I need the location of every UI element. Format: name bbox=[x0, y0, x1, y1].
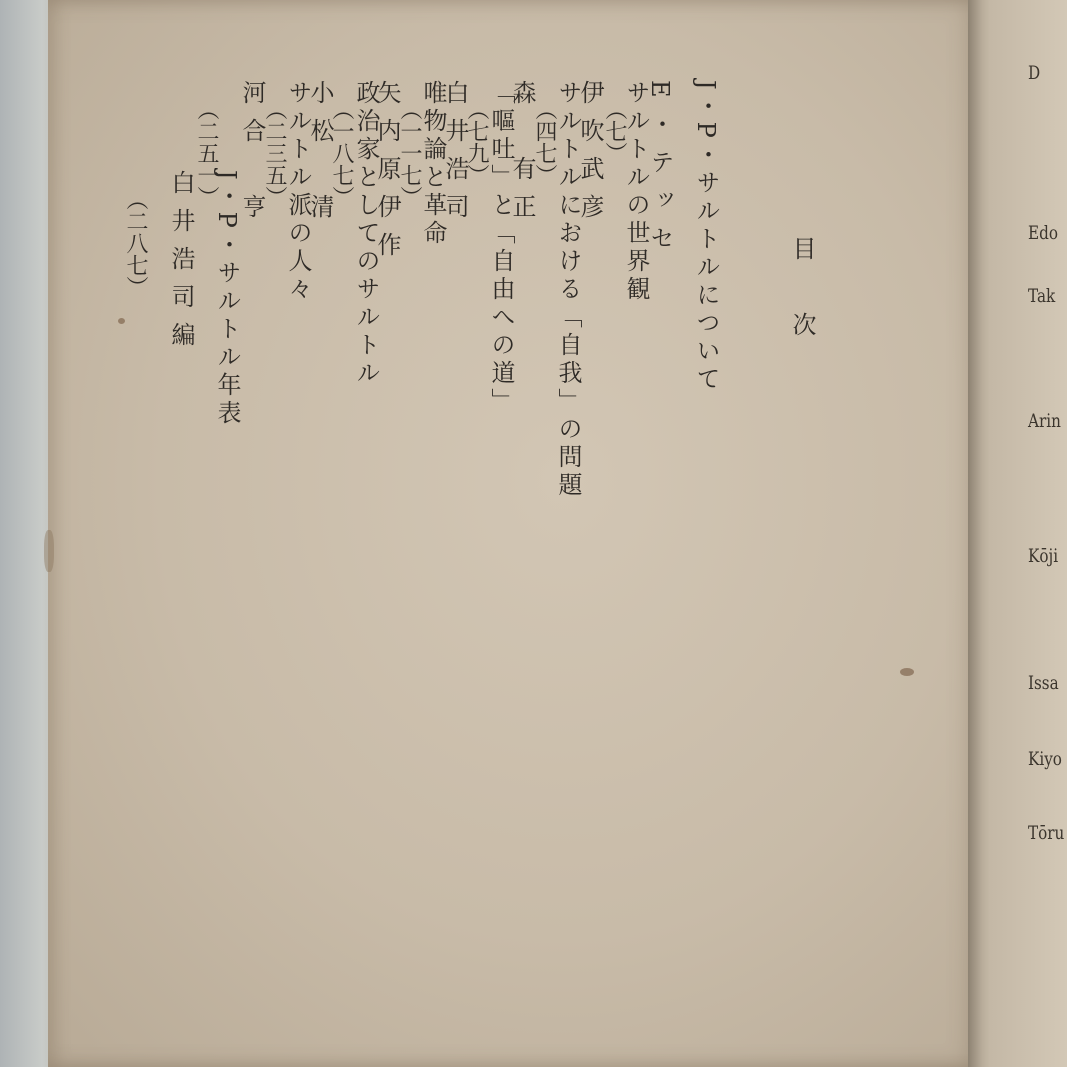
toc-entry-author: 小松 清 bbox=[306, 80, 334, 232]
paper-wear bbox=[44, 530, 54, 572]
facing-page bbox=[990, 0, 1067, 1067]
toc-entry-title: 政治家としてのサルトル bbox=[352, 80, 380, 388]
toc-entry-title: J・P・サルトル年表 bbox=[213, 170, 241, 428]
facing-page-fragment: Kōji bbox=[1028, 545, 1059, 567]
toc-entry-page: （七） bbox=[602, 98, 627, 164]
facing-page-fragment: D bbox=[1028, 62, 1041, 84]
toc-entry-title: 「嘔吐」と「自由への道」 bbox=[487, 80, 515, 416]
toc-entry-author: 矢内原伊作 bbox=[373, 80, 401, 270]
toc-entry-author: E・テッセ bbox=[646, 80, 674, 264]
toc-entry-title: 唯物論と革命 bbox=[419, 80, 447, 248]
toc-entry-author: 白井浩司 bbox=[441, 80, 469, 232]
toc-entry-page: （二八七） bbox=[123, 188, 148, 298]
toc-entry-title: サルトルの世界観 bbox=[622, 80, 650, 304]
toc-entry-page: （七九） bbox=[464, 98, 489, 186]
toc-entry-title: サルトル派の人々 bbox=[284, 80, 312, 304]
facing-page-fragment: Issa bbox=[1028, 672, 1059, 694]
toc-entry-page: （一一七） bbox=[397, 98, 422, 208]
toc-entry-page: （二五一） bbox=[194, 98, 219, 208]
facing-page-fragment: Edo bbox=[1028, 222, 1058, 244]
toc-entry-page: （四七） bbox=[532, 98, 557, 186]
toc-entry-author: 森 有正 bbox=[508, 80, 536, 232]
facing-page-fragment: Kiyo bbox=[1028, 748, 1062, 770]
book-gutter bbox=[968, 0, 992, 1067]
paper-stain bbox=[118, 318, 125, 324]
toc-heading: 目次 bbox=[788, 236, 816, 388]
facing-page-fragment: Tak bbox=[1028, 285, 1056, 307]
toc-entry-author: 白井浩司編 bbox=[167, 170, 195, 360]
toc-entry-title: サルトルにおける「自我」の問題 bbox=[554, 80, 582, 500]
toc-entry-author: 伊吹武彦 bbox=[576, 80, 604, 232]
toc-entry-page: （二三五） bbox=[262, 98, 287, 208]
toc-entry-page: （一八七） bbox=[329, 98, 354, 208]
facing-page-fragment: Arin bbox=[1028, 410, 1061, 432]
paper-stain bbox=[900, 668, 914, 676]
toc-entry-author: 河合 亨 bbox=[238, 80, 266, 232]
facing-page-fragment: Tōru bbox=[1028, 822, 1065, 844]
toc-entry bbox=[123, 170, 250, 1030]
toc-entry-title: J・P・サルトルについて bbox=[692, 80, 720, 394]
